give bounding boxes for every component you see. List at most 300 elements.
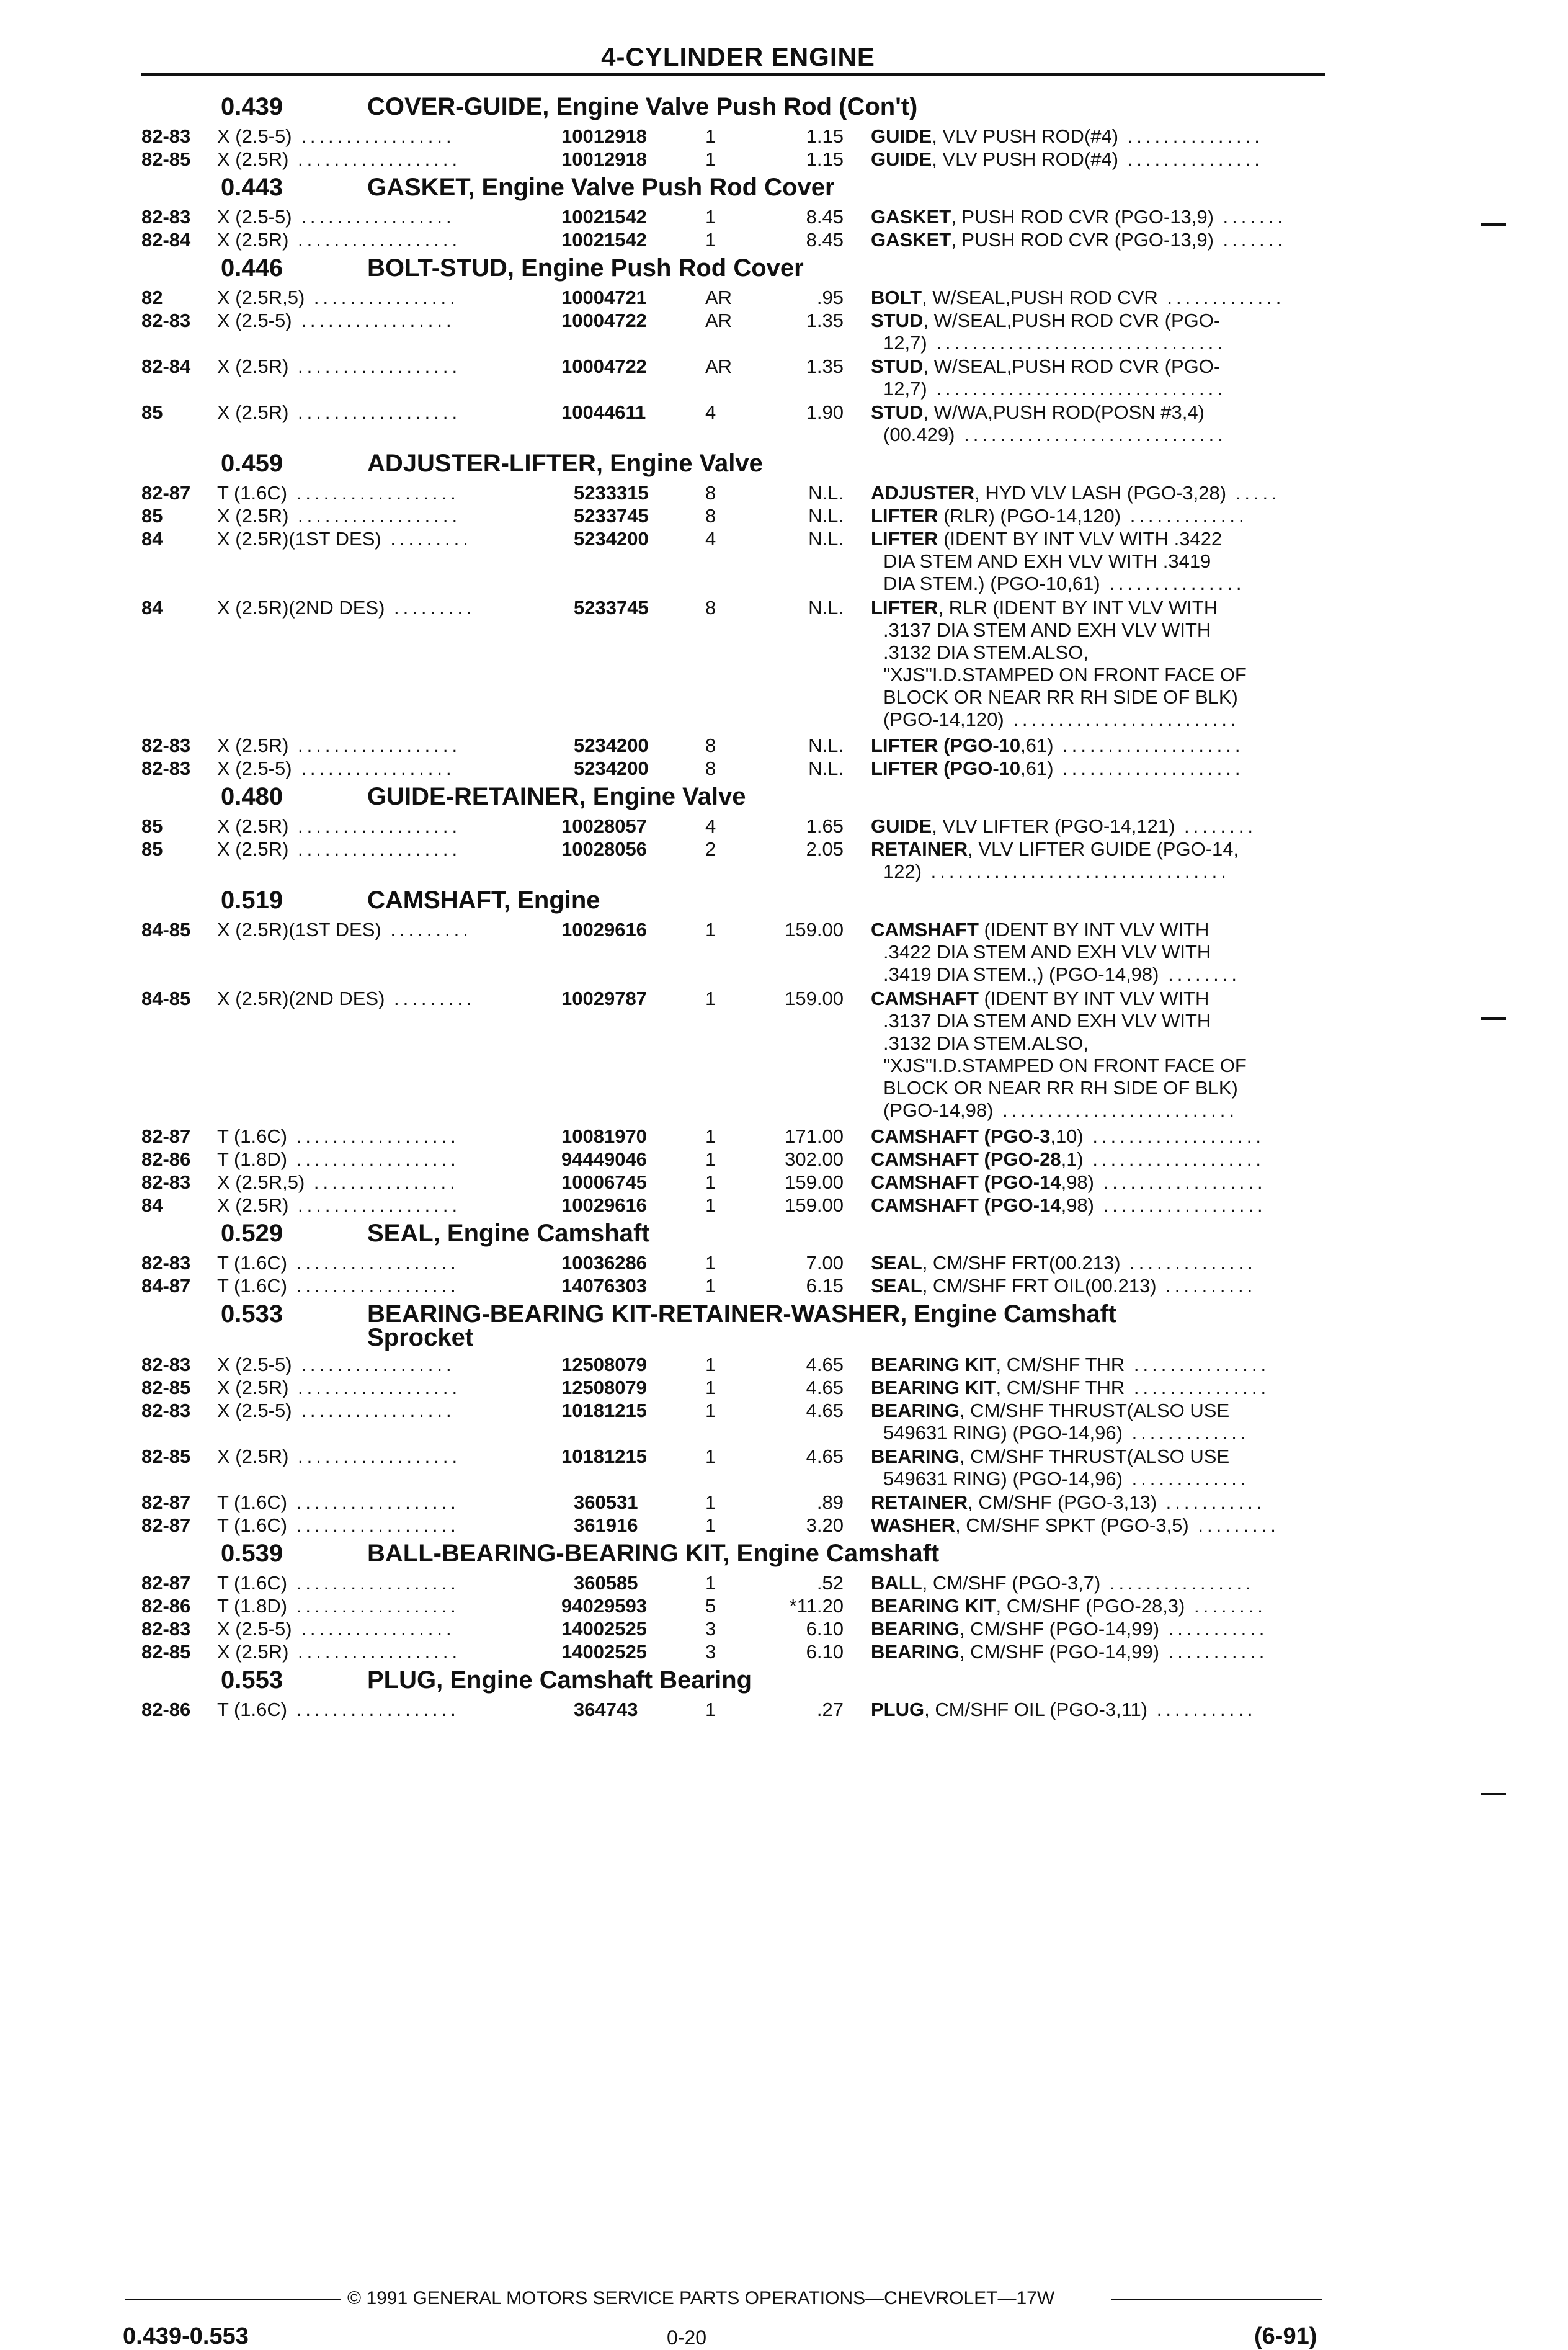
leader-dots: ............. <box>1157 287 1285 308</box>
description-text: , W/SEAL,PUSH ROD CVR (PGO- <box>923 310 1221 331</box>
quantity: 1 <box>705 125 716 147</box>
price: N.L. <box>808 735 844 756</box>
engine-model <box>217 1400 455 1422</box>
description-line <box>871 1099 1247 1122</box>
description-keyword: LIFTER <box>871 528 938 550</box>
price: 159.00 <box>785 1171 844 1193</box>
description-keyword: BEARING KIT <box>871 1354 996 1375</box>
description-text: , VLV LIFTER GUIDE (PGO-14, <box>968 838 1239 860</box>
description-line <box>871 1010 1247 1032</box>
part-number: 5233315 <box>574 482 649 504</box>
leader-dots: .................. <box>288 1194 461 1216</box>
description-line <box>871 919 1241 941</box>
description <box>871 310 1226 354</box>
description-keyword: GUIDE <box>871 815 932 837</box>
leader-dots: .................. <box>287 1595 460 1617</box>
description-text: , PUSH ROD CVR (PGO-13,9) <box>951 229 1214 251</box>
description-line <box>871 664 1247 686</box>
price: 4.65 <box>806 1400 844 1421</box>
price: 1.35 <box>806 310 844 331</box>
description-keyword: CAMSHAFT <box>871 919 979 940</box>
model-years: 82-83 <box>141 206 191 228</box>
description-text: , W/SEAL,PUSH ROD CVR (PGO- <box>923 355 1221 377</box>
section-number: 0.529 <box>221 1220 283 1247</box>
engine-model-text: T (1.6C) <box>217 1514 288 1536</box>
model-years: 82-87 <box>141 1572 191 1594</box>
engine-model <box>217 229 461 251</box>
footer-date: (6-91) <box>1254 2323 1317 2349</box>
part-number: 10036286 <box>561 1252 647 1274</box>
margin-tick <box>1481 1793 1506 1795</box>
section-number: 0.443 <box>221 174 283 201</box>
part-number: 94449046 <box>561 1148 647 1170</box>
engine-model <box>217 1252 460 1274</box>
description-line <box>871 401 1227 424</box>
model-years: 84 <box>141 1194 163 1216</box>
section-title: COVER-GUIDE, Engine Valve Push Rod (Con't) <box>367 93 918 120</box>
leader-dots: .................. <box>288 1445 461 1467</box>
description-text: ,98) <box>1061 1171 1094 1193</box>
section-title: BEARING-BEARING KIT-RETAINER-WASHER, Engine Camshaft <box>367 1300 1117 1328</box>
description-keyword: LIFTER (PGO-10 <box>871 757 1021 779</box>
description <box>871 1641 1268 1663</box>
part-number: 360531 <box>574 1491 638 1513</box>
model-years: 85 <box>141 838 163 860</box>
engine-model <box>217 528 472 550</box>
leader-dots: .................. <box>288 1641 461 1663</box>
description-text: DIA STEM.) (PGO-10,61) <box>883 573 1100 594</box>
price: .89 <box>816 1491 844 1513</box>
engine-model-text: T (1.6C) <box>217 1125 288 1147</box>
quantity: 8 <box>705 735 716 756</box>
leader-dots: ............................. <box>955 424 1227 445</box>
part-number: 12508079 <box>561 1377 647 1398</box>
model-years: 84-85 <box>141 919 191 940</box>
leader-dots: ........... <box>1159 1641 1268 1663</box>
leader-dots: ................. <box>292 1400 455 1421</box>
quantity: 5 <box>705 1595 716 1617</box>
description-keyword: CAMSHAFT (PGO-14 <box>871 1171 1061 1193</box>
engine-model <box>217 1275 460 1297</box>
description-text: DIA STEM AND EXH VLV WITH .3419 <box>883 550 1211 572</box>
description-text: , CM/SHF SPKT (PGO-3,5) <box>955 1514 1189 1536</box>
part-number: 10004722 <box>561 310 647 331</box>
description-line <box>871 482 1281 504</box>
description-text: , CM/SHF THR <box>996 1354 1125 1375</box>
description-text: 549631 RING) (PGO-14,96) <box>883 1422 1123 1444</box>
description-keyword: RETAINER <box>871 838 968 860</box>
model-years: 82-85 <box>141 1377 191 1398</box>
engine-model-text: X (2.5-5) <box>217 1618 292 1640</box>
price: N.L. <box>808 597 844 619</box>
price: 159.00 <box>785 919 844 940</box>
leader-dots: ............... <box>1118 125 1263 147</box>
leader-dots: .................. <box>288 838 461 860</box>
section-number: 0.539 <box>221 1540 283 1567</box>
model-years: 82-83 <box>141 1171 191 1193</box>
part-number: 5233745 <box>574 597 649 619</box>
page-header-title: 4-CYLINDER ENGINE <box>601 42 875 71</box>
description <box>871 735 1244 757</box>
description-line <box>871 1171 1267 1194</box>
description-line <box>871 125 1263 148</box>
quantity: 1 <box>705 1445 716 1467</box>
price: 159.00 <box>785 988 844 1009</box>
description <box>871 1252 1257 1274</box>
description <box>871 1125 1265 1148</box>
model-years: 82-85 <box>141 1641 191 1663</box>
part-number: 10012918 <box>561 148 647 170</box>
engine-model <box>217 206 455 228</box>
leader-dots: .............. <box>1120 1252 1257 1274</box>
description-line <box>871 963 1241 986</box>
description-text: ,98) <box>1061 1194 1094 1216</box>
engine-model <box>217 1148 460 1171</box>
engine-model <box>217 310 455 332</box>
description-line <box>871 1377 1270 1399</box>
description-keyword: BEARING KIT <box>871 1595 996 1617</box>
part-number: 10029787 <box>561 988 647 1009</box>
leader-dots: ................. <box>292 757 455 779</box>
footer-rule-left <box>125 2299 341 2300</box>
price: 6.15 <box>806 1275 844 1297</box>
engine-model <box>217 125 455 148</box>
description <box>871 1491 1265 1514</box>
leader-dots: ............... <box>1100 573 1245 594</box>
description-line <box>871 505 1248 527</box>
engine-model <box>217 401 461 424</box>
engine-model-text: X (2.5R)(1ST DES) <box>217 528 381 550</box>
engine-model <box>217 1618 455 1640</box>
engine-model-text: X (2.5R) <box>217 1445 289 1467</box>
leader-dots: ........... <box>1147 1699 1257 1720</box>
description-line <box>871 355 1226 378</box>
price: 159.00 <box>785 1194 844 1216</box>
quantity: 1 <box>705 1491 716 1513</box>
leader-dots: .................... <box>1053 757 1244 779</box>
description-line <box>871 1641 1268 1663</box>
leader-dots: .................. <box>1094 1194 1267 1216</box>
quantity: 1 <box>705 148 716 170</box>
description-line <box>871 619 1247 641</box>
part-number: 10004722 <box>561 355 647 377</box>
description <box>871 1171 1267 1194</box>
leader-dots: .................. <box>287 1491 460 1513</box>
description-line <box>871 860 1239 883</box>
part-number: 10012918 <box>561 125 647 147</box>
engine-model <box>217 919 472 941</box>
description-text: , CM/SHF FRT OIL(00.213) <box>922 1275 1157 1297</box>
price: 6.10 <box>806 1618 844 1640</box>
quantity: 1 <box>705 1148 716 1170</box>
description-text: .3422 DIA STEM AND EXH VLV WITH <box>883 941 1211 963</box>
description-text: (PGO-14,98) <box>883 1099 994 1121</box>
engine-model <box>217 1377 461 1399</box>
leader-dots: .................. <box>288 505 461 527</box>
description-keyword: GASKET <box>871 206 951 228</box>
quantity: 1 <box>705 1171 716 1193</box>
quantity: AR <box>705 355 733 377</box>
price: 171.00 <box>785 1125 844 1147</box>
description <box>871 838 1239 883</box>
part-number: 10181215 <box>561 1445 647 1467</box>
engine-model <box>217 1194 461 1217</box>
description <box>871 597 1247 731</box>
leader-dots: ................. <box>292 125 455 147</box>
section-title: GUIDE-RETAINER, Engine Valve <box>367 783 746 810</box>
leader-dots: ................ <box>305 1171 459 1193</box>
description-line <box>871 1595 1267 1617</box>
part-number: 5234200 <box>574 735 649 756</box>
quantity: 4 <box>705 401 716 423</box>
quantity: 1 <box>705 1194 716 1216</box>
quantity: AR <box>705 287 733 308</box>
description-keyword: GUIDE <box>871 148 932 170</box>
description <box>871 528 1245 595</box>
description-keyword: BEARING <box>871 1400 960 1421</box>
description-keyword: BEARING <box>871 1641 960 1663</box>
description-text: , VLV PUSH ROD(#4) <box>932 148 1119 170</box>
engine-model <box>217 815 461 838</box>
model-years: 82-86 <box>141 1148 191 1170</box>
engine-model-text: X (2.5R) <box>217 229 289 251</box>
description-text: ,61) <box>1020 735 1054 756</box>
description-text: , VLV PUSH ROD(#4) <box>932 125 1119 147</box>
part-number: 361916 <box>574 1514 638 1536</box>
price: *11.20 <box>789 1595 844 1617</box>
model-years: 82-87 <box>141 1514 191 1536</box>
price: 1.90 <box>806 401 844 423</box>
engine-model-text: X (2.5R,5) <box>217 1171 305 1193</box>
section-title: PLUG, Engine Camshaft Bearing <box>367 1666 752 1694</box>
leader-dots: ............... <box>1118 148 1263 170</box>
description-text: , CM/SHF THRUST(ALSO USE <box>959 1400 1230 1421</box>
description <box>871 1354 1270 1376</box>
description-keyword: CAMSHAFT <box>871 988 979 1009</box>
price: .52 <box>816 1572 844 1594</box>
price: 2.05 <box>806 838 844 860</box>
price: N.L. <box>808 757 844 779</box>
leader-dots: .................. <box>287 482 460 504</box>
engine-model <box>217 1641 461 1663</box>
description-keyword: RETAINER <box>871 1491 968 1513</box>
engine-model <box>217 148 461 171</box>
engine-model <box>217 1171 459 1194</box>
part-number: 10006745 <box>561 1171 647 1193</box>
description-text: , CM/SHF THRUST(ALSO USE <box>959 1445 1230 1467</box>
part-number: 10081970 <box>561 1125 647 1147</box>
price: 4.65 <box>806 1377 844 1398</box>
part-number: 10004721 <box>561 287 647 308</box>
description <box>871 1275 1256 1297</box>
margin-tick <box>1481 223 1506 226</box>
description-text: "XJS"I.D.STAMPED ON FRONT FACE OF <box>883 1055 1247 1076</box>
description-keyword: STUD <box>871 310 924 331</box>
quantity: 1 <box>705 1125 716 1147</box>
leader-dots: ....... <box>1213 229 1286 251</box>
model-years: 82-83 <box>141 1400 191 1421</box>
description-text: BLOCK OR NEAR RR RH SIDE OF BLK) <box>883 1077 1238 1099</box>
description-line <box>871 573 1245 595</box>
engine-model-text: X (2.5-5) <box>217 310 292 331</box>
price: .27 <box>816 1699 844 1720</box>
description-line <box>871 378 1226 400</box>
price: 1.15 <box>806 125 844 147</box>
description-line <box>871 206 1286 228</box>
part-number: 10021542 <box>561 229 647 251</box>
section-number: 0.519 <box>221 887 283 914</box>
section-title: Sprocket <box>367 1324 474 1351</box>
description-text: (IDENT BY INT VLV WITH <box>978 988 1209 1009</box>
leader-dots: ................. <box>292 206 455 228</box>
section-number: 0.446 <box>221 254 283 282</box>
description <box>871 1572 1255 1594</box>
engine-model <box>217 287 459 309</box>
model-years: 82-85 <box>141 1445 191 1467</box>
engine-model-text: T (1.6C) <box>217 1572 288 1594</box>
section-title: BALL-BEARING-BEARING KIT, Engine Camshaft <box>367 1540 940 1567</box>
model-years: 84-85 <box>141 988 191 1009</box>
quantity: 1 <box>705 1699 716 1720</box>
description-keyword: LIFTER <box>871 505 938 527</box>
description-line <box>871 735 1244 757</box>
engine-model-text: T (1.6C) <box>217 1275 288 1297</box>
description-line <box>871 1275 1256 1297</box>
description-text: .3419 DIA STEM.,) (PGO-14,98) <box>883 963 1159 985</box>
description-keyword: GUIDE <box>871 125 932 147</box>
description-text: , VLV LIFTER (PGO-14,121) <box>932 815 1175 837</box>
description-text: (RLR) (PGO-14,120) <box>938 505 1121 527</box>
description-keyword: GASKET <box>871 229 951 251</box>
leader-dots: ......... <box>385 988 476 1009</box>
engine-model-text: X (2.5R)(2ND DES) <box>217 988 385 1009</box>
engine-model-text: T (1.6C) <box>217 1699 288 1720</box>
model-years: 82-87 <box>141 482 191 504</box>
model-years: 85 <box>141 815 163 837</box>
section-number: 0.533 <box>221 1300 283 1328</box>
description-text: "XJS"I.D.STAMPED ON FRONT FACE OF <box>883 664 1247 686</box>
engine-model-text: X (2.5-5) <box>217 125 292 147</box>
leader-dots: .................. <box>288 229 461 251</box>
description-keyword: BEARING <box>871 1618 960 1640</box>
description-keyword: STUD <box>871 355 924 377</box>
description-text: .3137 DIA STEM AND EXH VLV WITH <box>883 1010 1211 1032</box>
description-keyword: CAMSHAFT (PGO-14 <box>871 1194 1061 1216</box>
part-number: 12508079 <box>561 1354 647 1375</box>
leader-dots: ................ <box>305 287 459 308</box>
quantity: 1 <box>705 1514 716 1536</box>
engine-model <box>217 1699 460 1721</box>
quantity: 1 <box>705 1572 716 1594</box>
leader-dots: ................. <box>292 1354 455 1375</box>
part-number: 14002525 <box>561 1641 647 1663</box>
price: 4.65 <box>806 1445 844 1467</box>
price: 1.35 <box>806 355 844 377</box>
model-years: 82-86 <box>141 1595 191 1617</box>
description-line <box>871 332 1226 354</box>
engine-model-text: T (1.8D) <box>217 1148 288 1170</box>
engine-model-text: T (1.6C) <box>217 1491 288 1513</box>
part-number: 94029593 <box>561 1595 647 1617</box>
part-number: 10028056 <box>561 838 647 860</box>
description-line <box>871 1194 1267 1217</box>
description-line <box>871 597 1247 619</box>
leader-dots: ................................. <box>922 860 1230 882</box>
model-years: 82-85 <box>141 148 191 170</box>
description-text: , CM/SHF OIL (PGO-3,11) <box>924 1699 1148 1720</box>
quantity: 1 <box>705 1252 716 1274</box>
description-text: , CM/SHF (PGO-3,7) <box>922 1572 1101 1594</box>
description <box>871 148 1263 171</box>
engine-model-text: X (2.5R) <box>217 401 289 423</box>
leader-dots: .................. <box>287 1125 460 1147</box>
leader-dots: ........... <box>1159 1618 1268 1640</box>
leader-dots: ............. <box>1121 505 1248 527</box>
section-number: 0.480 <box>221 783 283 810</box>
section-title: SEAL, Engine Camshaft <box>367 1220 650 1247</box>
quantity: 3 <box>705 1641 716 1663</box>
description-keyword: SEAL <box>871 1275 922 1297</box>
description <box>871 355 1226 400</box>
price: N.L. <box>808 528 844 550</box>
leader-dots: ........ <box>1185 1595 1267 1617</box>
description-text: , PUSH ROD CVR (PGO-13,9) <box>951 206 1214 228</box>
description-text: , W/SEAL,PUSH ROD CVR <box>922 287 1158 308</box>
section-title: BOLT-STUD, Engine Push Rod Cover <box>367 254 804 282</box>
engine-model-text: X (2.5R) <box>217 838 289 860</box>
engine-model-text: X (2.5R) <box>217 735 289 756</box>
engine-model <box>217 1445 461 1468</box>
description <box>871 505 1248 527</box>
leader-dots: ................................ <box>927 332 1226 354</box>
description-line <box>871 424 1227 446</box>
quantity: 1 <box>705 1377 716 1398</box>
leader-dots: ............. <box>1122 1468 1250 1490</box>
description-keyword: WASHER <box>871 1514 956 1536</box>
description-text: , CM/SHF (PGO-28,3) <box>996 1595 1185 1617</box>
description-line <box>871 1491 1265 1514</box>
leader-dots: ................. <box>292 1618 455 1640</box>
part-number: 14002525 <box>561 1618 647 1640</box>
part-number: 5234200 <box>574 757 649 779</box>
quantity: 1 <box>705 1354 716 1375</box>
description-text: , W/WA,PUSH ROD(POSN #3,4) <box>923 401 1205 423</box>
description-line <box>871 941 1241 963</box>
description-keyword: STUD <box>871 401 924 423</box>
part-number: 10021542 <box>561 206 647 228</box>
engine-model-text: X (2.5-5) <box>217 206 292 228</box>
description-keyword: CAMSHAFT (PGO-3 <box>871 1125 1051 1147</box>
description <box>871 988 1247 1122</box>
description-keyword: BEARING KIT <box>871 1377 996 1398</box>
description <box>871 1514 1280 1537</box>
engine-model <box>217 1354 455 1376</box>
description-text: ,1) <box>1061 1148 1084 1170</box>
engine-model-text: X (2.5R) <box>217 1194 289 1216</box>
leader-dots: .................. <box>287 1252 460 1274</box>
model-years: 82-84 <box>141 355 191 377</box>
model-years: 82-87 <box>141 1491 191 1513</box>
leader-dots: .................. <box>287 1699 460 1720</box>
description-line <box>871 838 1239 860</box>
leader-dots: .......................... <box>993 1099 1238 1121</box>
part-number: 10028057 <box>561 815 647 837</box>
description <box>871 287 1285 309</box>
description-line <box>871 1572 1255 1594</box>
leader-dots: ............. <box>1122 1422 1250 1444</box>
engine-model-text: T (1.6C) <box>217 482 288 504</box>
leader-dots: ........... <box>1157 1491 1266 1513</box>
